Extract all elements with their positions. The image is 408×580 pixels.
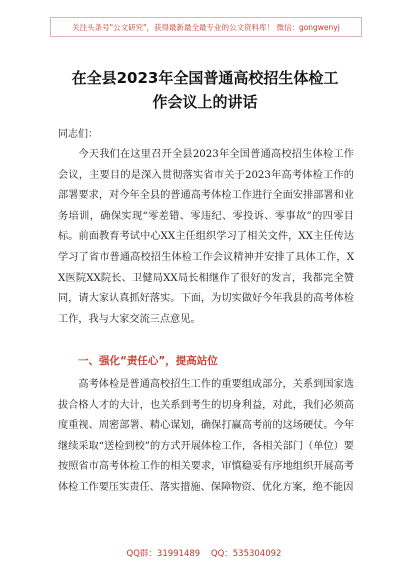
footer-contact [0, 547, 408, 559]
paragraph-2: 高考体检是普通高校招生工作的重要组成部分，关系到国家选拔合格人才的大计，也关系到考生的切身利益，对此，我们必须高度重视、周密部署、精心谋划，确保打赢高考前的这场硬仗。今年继续采取“送检到校”的方式开展体检工作，各相关部门（单位）要按照省市高考体检工作的相关要求，审慎稳妥有序地组织开展高考体检工作要压实责任、落实措施、保障物资、优化方案，绝不能因 [58, 379, 354, 493]
title-line-2: 作会议上的讲话 [152, 93, 258, 111]
document-title [40, 66, 370, 114]
salutation: 同志们： [58, 129, 98, 140]
section-heading-1: 一、强化“责任心”，提高站位 [78, 355, 218, 367]
footer-qq-group: QQ群：31991489 [126, 549, 201, 559]
banner-text: 关注头条号"公文研究"，获得最新最全最专业的公文资料库！ 微信：gongwenyj [72, 22, 340, 32]
paragraph-1: 今天我们在这里召开全县2023年全国普通高校招生体检工作会议，主要目的是深入贯彻落实省市关于2023年高考体检工作的部署要求，对今年全县的普通高考体检工作进行全面安排部署和业务培训，确保实现“零差错、零违纪、零投诉、零事故”的四零目标。前面教育考试中心XX主任组织学习了相关文件，XX主任传达学习了省市普通高校招生体检工作会议精神并安排了具体工作，XX医院XX院长、卫健局XX局长相继作了很好的发言，我都完全赞同，请大家认真抓好落实。下面，为切实做好今年我县的高考体检工作，我与大家交流三点意见。 [58, 149, 354, 325]
title-line-1: 在全县2023年全国普通高校招生体检工 [71, 69, 339, 87]
footer-qq: QQ：535304092 [210, 549, 282, 559]
top-promo-banner [50, 17, 362, 37]
